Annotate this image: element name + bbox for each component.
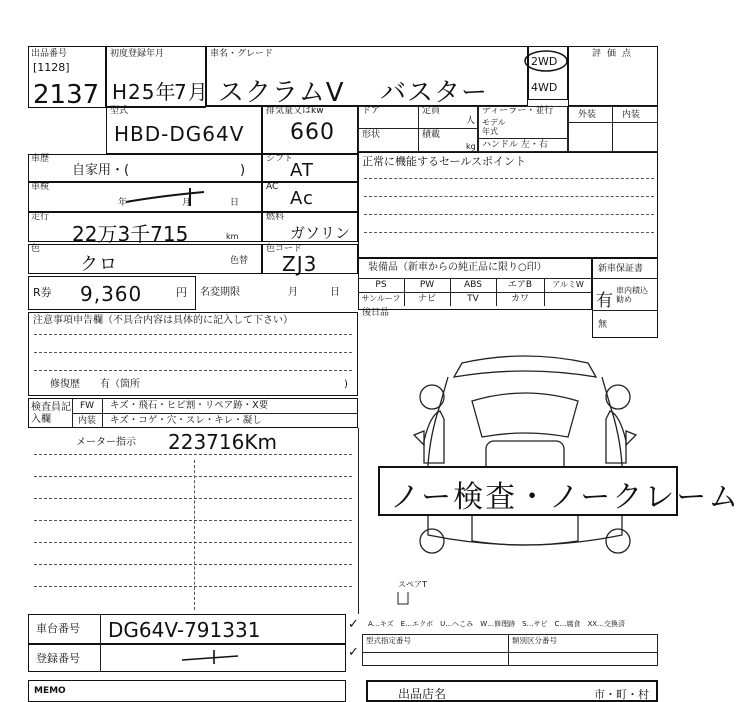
- repair-history-label: 修復歴 有（箇所: [50, 379, 140, 390]
- drive-4wd: 4WD: [531, 81, 558, 94]
- shift-label: シフト: [266, 154, 294, 164]
- ac-label: AC: [266, 182, 279, 192]
- inspection-label: 車検: [31, 182, 50, 192]
- model-name: スクラムV: [218, 78, 345, 108]
- city-label: 市・町・村: [594, 688, 649, 701]
- memo-box: [28, 680, 346, 702]
- memo-label: MEMO: [34, 686, 66, 696]
- repair-history-close: ): [344, 379, 348, 390]
- drive-2wd-circle: [522, 48, 570, 74]
- model-code-value: HBD-DG64V: [114, 122, 245, 146]
- stamp-text: ノー検査・ノークレーム: [390, 480, 740, 515]
- usage-value: 自家用・(: [72, 163, 130, 178]
- equip-abs: ABS: [464, 280, 482, 290]
- warranty-yes-note: 車内積込勧め: [616, 286, 648, 304]
- meter-value: 223716Km: [168, 430, 277, 454]
- first-registration-month: 7月: [174, 80, 209, 104]
- name-change-day: 日: [330, 287, 340, 298]
- doors-label: ドア: [362, 106, 380, 116]
- registration-dash-mark: [180, 650, 240, 666]
- rating-label: 評価点: [592, 49, 638, 59]
- car-damage-diagram: [400, 345, 650, 575]
- drive-2wd: 2WD: [531, 55, 558, 68]
- spare-tire-label: スペアT: [398, 580, 427, 589]
- model-code-label: 型式: [110, 106, 129, 116]
- handle-label: ハンドル 左・右: [482, 140, 548, 150]
- inspection-strike-mark: [120, 186, 210, 210]
- displacement-label: 排気量又はkw: [266, 106, 324, 116]
- shape-label: 形状: [362, 130, 381, 140]
- mileage-label: 走行: [31, 212, 50, 222]
- warranty-yes: 有: [596, 291, 614, 311]
- category-label: 類別区分番号: [512, 636, 557, 645]
- interior-label: 内装: [622, 110, 641, 120]
- inspection-day: 日: [230, 198, 240, 208]
- usage-box: [28, 154, 262, 182]
- registration-label: 登録番号: [36, 652, 80, 665]
- inspection-month: 月: [182, 198, 192, 208]
- inspector-fw: FW: [79, 401, 95, 411]
- usage-label: 車歴: [31, 154, 50, 164]
- capacity-unit: 人: [466, 116, 476, 126]
- lot-number: 2137: [33, 80, 100, 110]
- inspector-interior-text: キズ・コゲ・穴・スレ・キレ・凝し: [110, 415, 262, 426]
- grade-name: バスター: [380, 78, 489, 108]
- displacement-value: 660: [290, 120, 335, 145]
- mileage-value: 22万3千715: [72, 222, 189, 246]
- mileage-unit: km: [226, 232, 239, 241]
- name-change-month: 月: [288, 287, 298, 298]
- equip-navi: ナビ: [417, 294, 436, 304]
- equip-ps: PS: [375, 280, 387, 290]
- exterior-label: 外装: [578, 110, 597, 120]
- color-value: クロ: [80, 254, 118, 275]
- fuel-value: ガソリン: [290, 224, 351, 242]
- equip-pw: PW: [419, 280, 435, 290]
- recycle-unit: 円: [176, 286, 187, 299]
- equip-sunroof: サンルーフ: [361, 294, 401, 303]
- inspector-fw-text: キズ・飛石・ヒビ割・リペア跡・X要: [110, 400, 269, 411]
- selling-points-label: 正常に機能するセールスポイント: [362, 155, 527, 168]
- shop-label: 出品店名: [398, 687, 447, 701]
- chassis-value: DG64V-791331: [108, 618, 261, 642]
- lot-code: [1128]: [33, 61, 70, 74]
- fuel-label: 燃料: [266, 212, 285, 222]
- equip-airbag: エアB: [507, 280, 533, 290]
- inspector-interior: 内装: [77, 416, 96, 426]
- model-grade-label: 車名・グレード: [210, 49, 274, 59]
- chassis-label: 車台番号: [36, 622, 80, 635]
- warranty-no: 無: [598, 320, 608, 330]
- damage-legend: A…キズ E…エクボ U…ヘこみ W…修理跡 S…サビ C…腐食 XX…交換済: [368, 620, 626, 628]
- color-label: 色: [31, 244, 41, 254]
- model-year-label: モデル年式: [482, 118, 506, 136]
- capacity-label: 定員: [422, 106, 441, 116]
- ac-value: Ac: [290, 188, 314, 209]
- check-mark-1: ✓: [348, 617, 359, 632]
- color-code-value: ZJ3: [282, 252, 318, 276]
- color-code-label: 色コード: [266, 244, 303, 254]
- recycle-label: R券: [33, 286, 52, 299]
- color-box: [28, 244, 262, 274]
- aftermarket-label: 後日品: [362, 308, 390, 318]
- meter-label: メーター指示: [76, 437, 136, 448]
- spare-tire-bracket: [396, 590, 410, 606]
- color-change-label: 色替: [230, 256, 249, 266]
- name-change-label: 名変期限: [200, 287, 240, 298]
- lot-label: 出品番号: [31, 49, 68, 59]
- shift-value: AT: [290, 160, 314, 181]
- equip-leather: カワ: [510, 294, 529, 304]
- warranty-label: 新車保証書: [598, 264, 644, 274]
- inspection-year: 年: [118, 198, 128, 208]
- equip-tv: TV: [467, 294, 479, 304]
- load-label: 積載: [422, 130, 441, 140]
- equipment-label: 装備品（新車からの純正品に限り○印）: [368, 262, 547, 273]
- recycle-value: 9,360: [80, 282, 143, 306]
- notes-label: 注意事項申告欄（不具合内容は具体的に記入して下さい）: [33, 315, 293, 326]
- first-registration-year: H25年: [112, 80, 177, 104]
- equip-alloy: アルミW: [552, 280, 584, 289]
- first-registration-label: 初度登録年月: [110, 49, 165, 59]
- type-label: 型式指定番号: [366, 636, 411, 645]
- dealer-label: ディーラー・並行: [482, 106, 554, 116]
- inspector-label: 検査員記入欄: [31, 402, 71, 425]
- load-unit: kg: [466, 142, 476, 151]
- check-mark-2: ✓: [348, 645, 359, 660]
- usage-close: ): [240, 163, 246, 178]
